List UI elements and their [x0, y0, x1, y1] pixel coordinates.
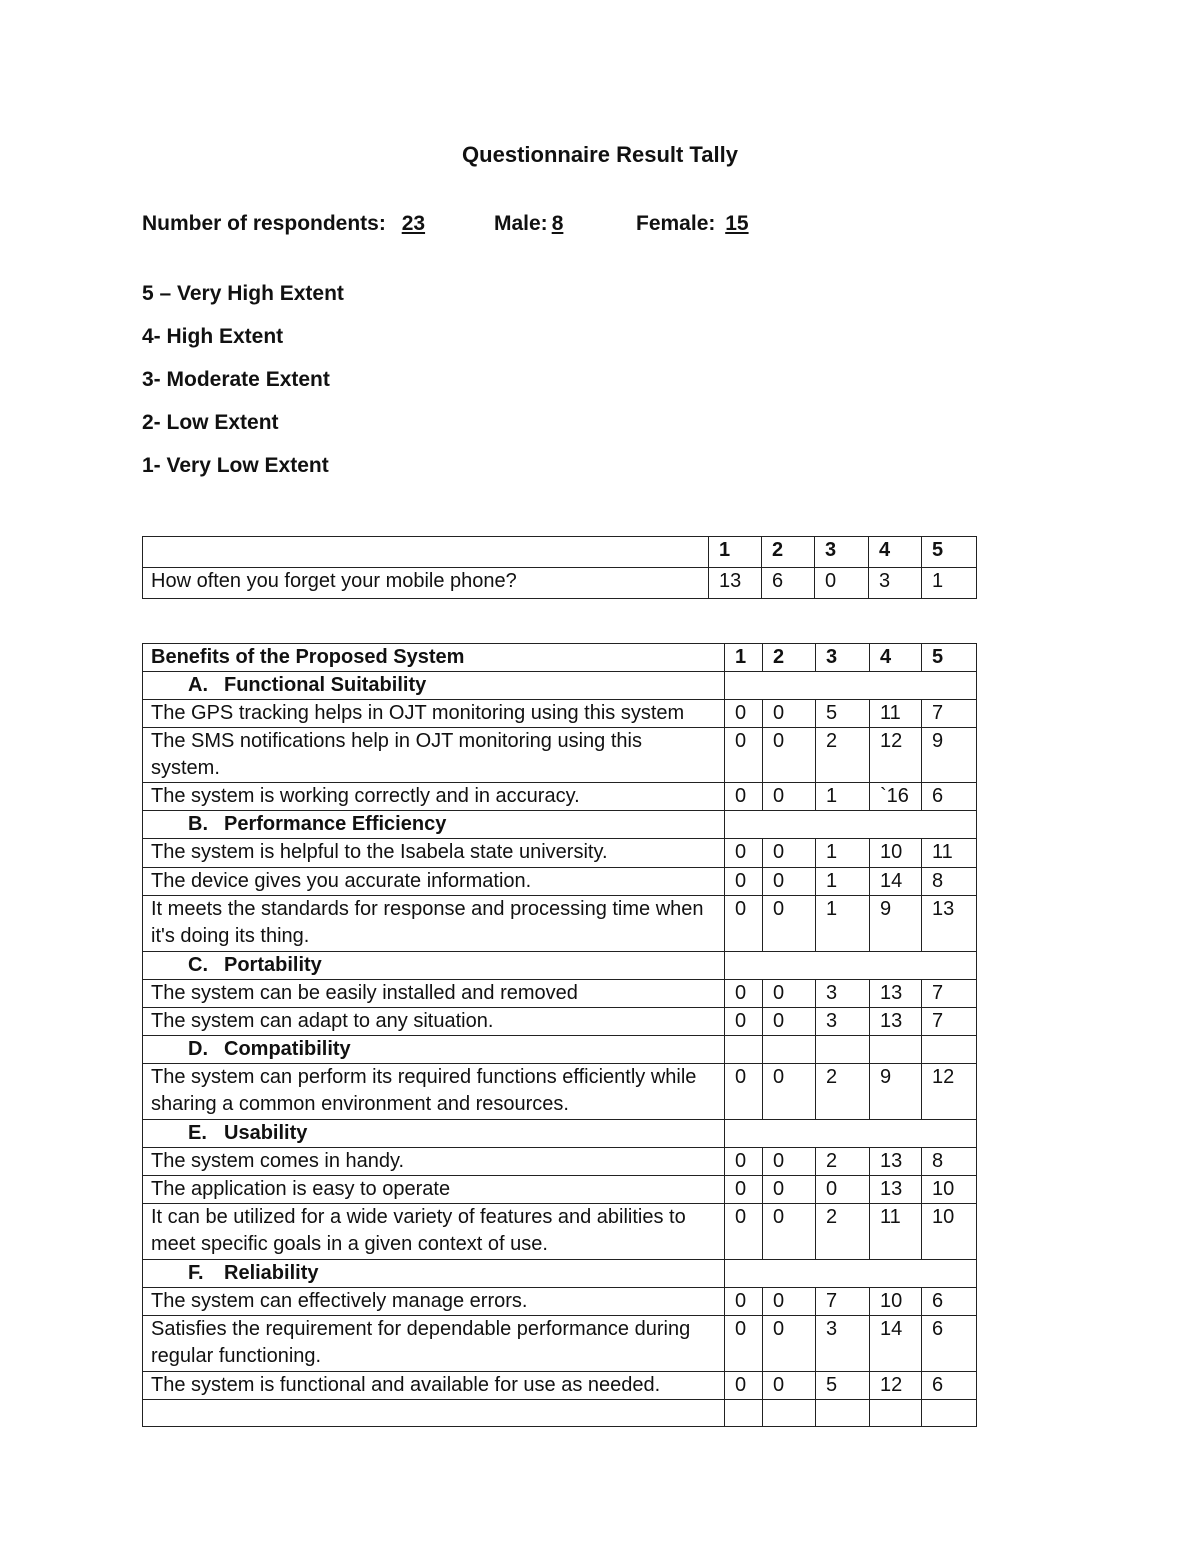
value-cell: 8: [922, 868, 977, 896]
empty-cell: [763, 1400, 816, 1427]
question-cell: The system comes in handy.: [143, 1148, 725, 1176]
value-cell: 0: [763, 868, 816, 896]
table-row: [143, 1288, 977, 1316]
value-cell: 0: [725, 1064, 763, 1120]
table-row: [143, 980, 977, 1008]
page-title: Questionnaire Result Tally: [462, 142, 738, 167]
value-cell: 6: [762, 568, 815, 599]
value-cell: 0: [763, 1372, 816, 1400]
section-row: [143, 1036, 977, 1064]
value-cell: 0: [763, 896, 816, 952]
value-cell: 14: [870, 1316, 922, 1372]
value-cell: 0: [725, 783, 763, 811]
section-filler: [725, 672, 977, 700]
header-cell: 3: [815, 537, 869, 568]
value-cell: 0: [815, 568, 869, 599]
section-heading: B. Performance Efficiency: [143, 811, 725, 839]
empty-cell: [816, 1036, 870, 1064]
value-cell: 0: [763, 1064, 816, 1120]
respondents-total: [142, 212, 429, 236]
value-cell: 2: [816, 1204, 870, 1260]
value-cell: 0: [763, 1204, 816, 1260]
value-cell: 0: [763, 783, 816, 811]
question-cell: Satisfies the requirement for dependable performance during regular functioning.: [143, 1316, 725, 1372]
empty-cell: [725, 1036, 763, 1064]
value-cell: 2: [816, 728, 870, 783]
table-row: [143, 1148, 977, 1176]
scale-legend-item: 4- High Extent: [142, 325, 284, 348]
question-cell: The system is working correctly and in accuracy.: [143, 783, 725, 811]
value-cell: 1: [816, 868, 870, 896]
value-cell: 6: [922, 1316, 977, 1372]
table-row: [143, 568, 977, 599]
table-header-row: [143, 537, 977, 568]
value-cell: 9: [870, 896, 922, 952]
value-cell: 0: [763, 980, 816, 1008]
value-cell: 5: [816, 700, 870, 728]
value-cell: 9: [922, 728, 977, 783]
question-cell: It meets the standards for response and processing time when it's doing its thing.: [143, 896, 725, 952]
section-row: [143, 1260, 977, 1288]
section-heading: A. Functional Suitability: [143, 672, 725, 700]
question-cell: The system is functional and available for use as needed.: [143, 1372, 725, 1400]
value-cell: 13: [870, 1008, 922, 1036]
value-cell: 7: [922, 980, 977, 1008]
value-cell: 0: [763, 1176, 816, 1204]
value-cell: 0: [763, 1008, 816, 1036]
scale-legend-item: 5 – Very High Extent: [142, 282, 344, 305]
section-heading: F. Reliability: [143, 1260, 725, 1288]
value-cell: 0: [725, 1008, 763, 1036]
table-row: [143, 700, 977, 728]
section-row: [143, 811, 977, 839]
value-cell: 0: [816, 1176, 870, 1204]
section-filler: [725, 811, 977, 839]
value-cell: 5: [816, 1372, 870, 1400]
value-cell: 0: [725, 980, 763, 1008]
value-cell: 8: [922, 1148, 977, 1176]
value-cell: 0: [763, 700, 816, 728]
empty-cell: [725, 1400, 763, 1427]
value-cell: 3: [869, 568, 922, 599]
section-row: [143, 952, 977, 980]
section-filler: [725, 1120, 977, 1148]
table-row: [143, 1316, 977, 1372]
value-cell: 1: [816, 783, 870, 811]
header-cell: 5: [922, 644, 977, 672]
value-cell: 13: [709, 568, 762, 599]
value-cell: 0: [725, 1372, 763, 1400]
value-cell: 0: [725, 1288, 763, 1316]
empty-cell: [763, 1036, 816, 1064]
table-header-row: [143, 644, 977, 672]
section-heading: D. Compatibility: [143, 1036, 725, 1064]
section-heading: E. Usability: [143, 1120, 725, 1148]
table-row: [143, 1204, 977, 1260]
question-cell: The system can be easily installed and removed: [143, 980, 725, 1008]
value-cell: 1: [816, 839, 870, 868]
value-cell: 6: [922, 1288, 977, 1316]
respondents-label: Number of respondents:: [142, 212, 386, 235]
value-cell: 10: [870, 839, 922, 868]
question-cell: The system is helpful to the Isabela state university.: [143, 839, 725, 868]
scale-legend-item: 3- Moderate Extent: [142, 368, 330, 391]
header-cell: 1: [725, 644, 763, 672]
question-cell: It can be utilized for a wide variety of features and abilities to meet specific goals in a given context of use.: [143, 1204, 725, 1260]
value-cell: 0: [725, 1176, 763, 1204]
empty-cell: [922, 1400, 977, 1427]
value-cell: 0: [763, 1316, 816, 1372]
value-cell: 12: [922, 1064, 977, 1120]
value-cell: 9: [870, 1064, 922, 1120]
value-cell: 0: [763, 1148, 816, 1176]
value-cell: 12: [870, 728, 922, 783]
question-cell: The SMS notifications help in OJT monitoring using this system.: [143, 728, 725, 783]
value-cell: 10: [922, 1176, 977, 1204]
female-count: 15: [725, 212, 749, 235]
header-cell: 3: [816, 644, 870, 672]
question-cell: How often you forget your mobile phone?: [143, 568, 709, 599]
value-cell: 1: [922, 568, 977, 599]
header-cell: 1: [709, 537, 762, 568]
value-cell: 0: [725, 1316, 763, 1372]
empty-row: [143, 1400, 977, 1427]
value-cell: 3: [816, 1008, 870, 1036]
value-cell: 0: [763, 839, 816, 868]
value-cell: `16: [870, 783, 922, 811]
value-cell: 0: [725, 700, 763, 728]
respondents-count: 23: [401, 212, 426, 235]
respondents-female: [636, 212, 753, 236]
table-row: [143, 1372, 977, 1400]
value-cell: 11: [870, 700, 922, 728]
value-cell: 0: [725, 1148, 763, 1176]
value-cell: 2: [816, 1064, 870, 1120]
value-cell: 13: [870, 1176, 922, 1204]
header-cell: Benefits of the Proposed System: [143, 644, 725, 672]
empty-cell: [922, 1036, 977, 1064]
scale-legend-item: 1- Very Low Extent: [142, 454, 329, 477]
table-row: [143, 868, 977, 896]
table-row: [143, 839, 977, 868]
empty-cell: [816, 1400, 870, 1427]
header-cell: 4: [869, 537, 922, 568]
value-cell: 11: [922, 839, 977, 868]
question-cell: The device gives you accurate information.: [143, 868, 725, 896]
value-cell: 0: [725, 896, 763, 952]
value-cell: 7: [922, 700, 977, 728]
header-cell: [143, 537, 709, 568]
male-label: Male:: [494, 212, 548, 235]
value-cell: 0: [763, 1288, 816, 1316]
value-cell: 3: [816, 980, 870, 1008]
value-cell: 13: [922, 896, 977, 952]
question-cell: The system can perform its required functions efficiently while sharing a common environment and resources.: [143, 1064, 725, 1120]
question-cell: The system can effectively manage errors.: [143, 1288, 725, 1316]
value-cell: 6: [922, 783, 977, 811]
empty-cell: [143, 1400, 725, 1427]
header-cell: 4: [870, 644, 922, 672]
question-cell: The system can adapt to any situation.: [143, 1008, 725, 1036]
phone-forget-table: [142, 536, 977, 599]
table-row: [143, 728, 977, 783]
value-cell: 0: [763, 728, 816, 783]
value-cell: 0: [725, 868, 763, 896]
value-cell: 14: [870, 868, 922, 896]
table-row: [143, 783, 977, 811]
benefits-table: [142, 643, 977, 1427]
value-cell: 11: [870, 1204, 922, 1260]
section-filler: [725, 952, 977, 980]
table-row: [143, 1008, 977, 1036]
female-label: Female:: [636, 212, 716, 235]
header-cell: 2: [762, 537, 815, 568]
question-cell: The GPS tracking helps in OJT monitoring using this system: [143, 700, 725, 728]
table-row: [143, 1064, 977, 1120]
section-heading: C. Portability: [143, 952, 725, 980]
value-cell: 12: [870, 1372, 922, 1400]
value-cell: 7: [816, 1288, 870, 1316]
value-cell: 7: [922, 1008, 977, 1036]
value-cell: 13: [870, 980, 922, 1008]
value-cell: 0: [725, 1204, 763, 1260]
value-cell: 2: [816, 1148, 870, 1176]
value-cell: 10: [922, 1204, 977, 1260]
value-cell: 1: [816, 896, 870, 952]
section-filler: [725, 1260, 977, 1288]
value-cell: 0: [725, 728, 763, 783]
empty-cell: [870, 1036, 922, 1064]
empty-cell: [870, 1400, 922, 1427]
value-cell: 10: [870, 1288, 922, 1316]
value-cell: 0: [725, 839, 763, 868]
header-cell: 2: [763, 644, 816, 672]
male-count: 8: [551, 212, 564, 235]
question-cell: The application is easy to operate: [143, 1176, 725, 1204]
scale-legend-item: 2- Low Extent: [142, 411, 279, 434]
header-cell: 5: [922, 537, 977, 568]
value-cell: 6: [922, 1372, 977, 1400]
table-row: [143, 896, 977, 952]
section-row: [143, 672, 977, 700]
value-cell: 13: [870, 1148, 922, 1176]
table-row: [143, 1176, 977, 1204]
value-cell: 3: [816, 1316, 870, 1372]
section-row: [143, 1120, 977, 1148]
respondents-male: [494, 212, 567, 236]
